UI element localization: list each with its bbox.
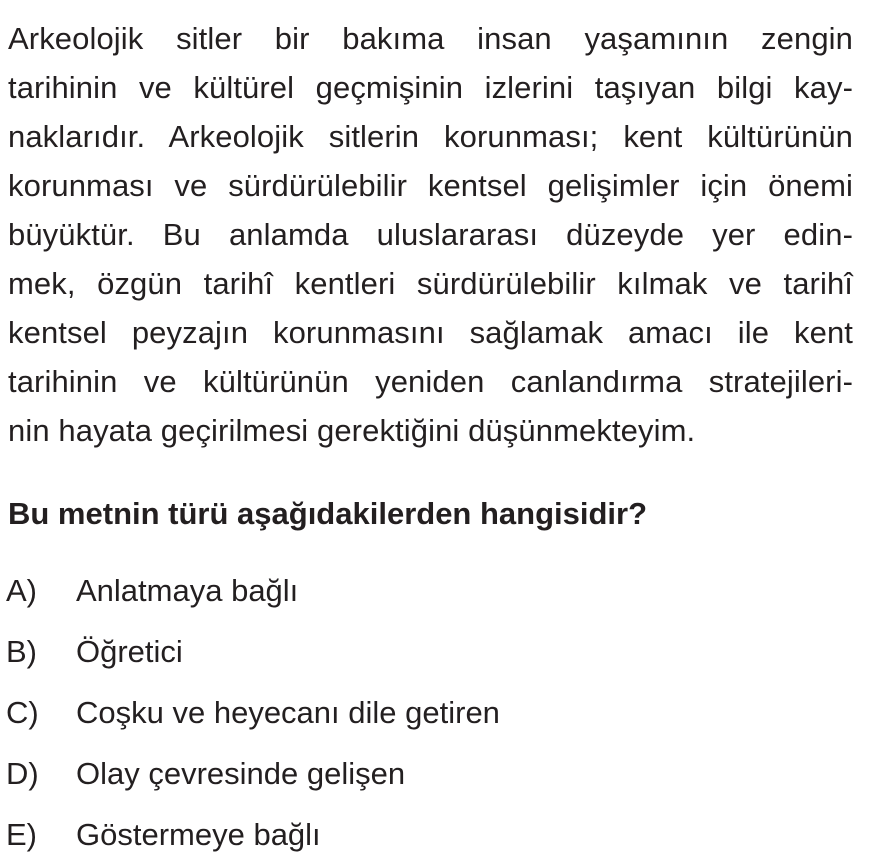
option-text: Göstermeye bağlı: [76, 816, 321, 852]
answer-options: [6, 560, 846, 865]
passage-line: tarihinin ve kültürünün yeniden canlandırma stratejileri-: [8, 364, 853, 399]
passage-line: naklarıdır. Arkeolojik sitlerin korunması; kent kültürünün: [8, 119, 853, 154]
option-letter: D): [6, 755, 39, 791]
option-text: Coşku ve heyecanı dile getiren: [76, 694, 500, 730]
option-c[interactable]: [6, 682, 846, 743]
passage-line: büyüktür. Bu anlamda uluslararası düzeyde yer edin-: [8, 217, 853, 252]
option-a[interactable]: [6, 560, 846, 621]
option-letter: E): [6, 816, 37, 852]
option-letter: C): [6, 694, 39, 730]
option-e[interactable]: [6, 804, 846, 865]
passage: [8, 14, 853, 455]
option-text: Anlatmaya bağlı: [76, 572, 299, 608]
question-stem: Bu metnin türü aşağıdakilerden hangisidir?: [8, 496, 648, 531]
passage-line: Arkeolojik sitler bir bakıma insan yaşamının zengin: [8, 21, 853, 56]
option-letter: A): [6, 572, 37, 608]
passage-line: kentsel peyzajın korunmasını sağlamak amacı ile kent: [8, 315, 853, 350]
passage-line: mek, özgün tarihî kentleri sürdürülebilir kılmak ve tarihî: [8, 266, 853, 301]
option-text: Olay çevresinde gelişen: [76, 755, 406, 791]
option-d[interactable]: [6, 743, 846, 804]
passage-line: tarihinin ve kültürel geçmişinin izlerini taşıyan bilgi kay-: [8, 70, 853, 105]
option-b[interactable]: [6, 621, 846, 682]
passage-line: nin hayata geçirilmesi gerektiğini düşünmekteyim.: [8, 413, 696, 448]
option-letter: B): [6, 633, 37, 669]
passage-line: korunması ve sürdürülebilir kentsel gelişimler için önemi: [8, 168, 853, 203]
option-text: Öğretici: [76, 633, 183, 669]
